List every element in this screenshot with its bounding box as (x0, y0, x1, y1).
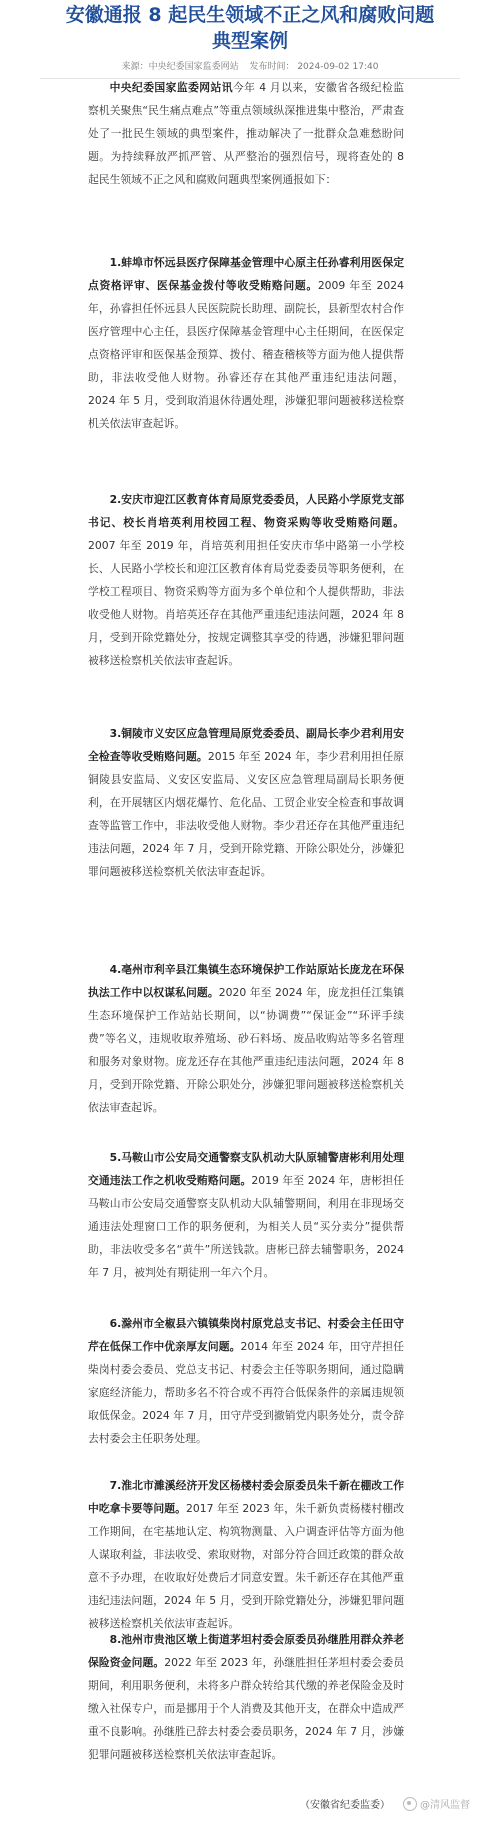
case-heading: 2.安庆市迎江区教育体育局原党委委员，人民路小学原党支部书记、校长肖培英利用校园工程、物资采购等收受贿赂问题。 (88, 493, 404, 529)
case-heading: 8.池州市贵池区墩上街道茅坦村委会原委员孙继胜用群众养老保险资金问题。 (88, 1633, 404, 1669)
case-heading: 1.蚌埠市怀远县医疗保障基金管理中心原主任孙睿利用医保定点资格评审、医保基金拨付等收受贿赂问题。 (88, 256, 404, 292)
article-title (0, 0, 500, 54)
intro-lead: 中央纪委国家监委网站讯 (109, 81, 233, 94)
case-heading: 7.淮北市濉溪经济开发区杨楼村委会原委员朱千新在棚改工作中吃拿卡要等问题。 (88, 1479, 404, 1515)
case-body: 2017 年至 2023 年，朱千新负责杨楼村棚改工作期间，在宅基地认定、构筑物测量、入户调查评估等方面为他人谋取利益，非法收受、索取财物，对部分符合回迁政策的群众故意不予办理，在收取好处费后才同意安置。朱千新还存在其他严重违纪违法问题，2024 年 5 月，受到开除党籍处分，涉嫌犯罪问题被移送检察机关依法审查起诉。 (88, 1502, 405, 1630)
case-body: 2007 年至 2019 年，肖培英利用担任安庆市华中路第一小学校长、人民路小学校长和迎江区教育体育局党委委员等职务便利，在学校工程项目、物资采购等方面为多个单位和个人提供帮助，非法收受他人财物。肖培英还存在其他严重违纪违法问题，2024 年 8 月，受到开除党籍处分，按规定调整其享受的待遇，涉嫌犯罪问题被移送检察机关依法审查起诉。 (88, 539, 404, 667)
article-publish-time: 发布时间： 2024-09-02 17:40 (249, 62, 379, 72)
title-line-1: 安徽通报 8 起民生领域不正之风和腐败问题 (65, 4, 435, 26)
case-heading: 6.滁州市全椒县六镇镇柴岗村原党总支书记、村委会主任田守芹在低保工作中优亲厚友问题。 (88, 1317, 404, 1353)
title-line-2: 典型案例 (211, 30, 288, 52)
case-item (88, 1312, 404, 1450)
case-heading: 3.铜陵市义安区应急管理局原党委委员、副局长李少君利用安全检查等收受贿赂问题。 (88, 727, 404, 763)
case-body: 2019 年至 2024 年，唐彬担任马鞍山市公安局交通警察支队机动大队辅警期间，利用在非现场交通违法处理窗口工作的职务便利，为相关人员“买分卖分”提供帮助，非法收受多名“黄牛”所送钱款。唐彬已辞去辅警职务，2024 年 7 月，被判处有期徒刑一年六个月。 (88, 1174, 404, 1279)
case-body: 2022 年至 2023 年，孙继胜担任茅坦村委会委员期间，利用职务便利，未将多户群众转给其代缴的养老保险金及时缴入社保专户，而是挪用于个人消费及其他开支，在群众中造成严重不良影响。孙继胜已辞去村委会委员职务，2024 年 7 月，涉嫌犯罪问题被移送检察机关依法审查起诉。 (88, 1656, 405, 1761)
article-source: 来源：中央纪委国家监委网站 (121, 62, 239, 72)
watermark-text: @清风监督 (420, 1800, 470, 1811)
case-body: 2015 年至 2024 年，李少君利用担任原铜陵县安监局、义安区安监局、义安区应急管理局副局长职务便利，在开展辖区内烟花爆竹、危化品、工贸企业安全检查和事故调查等监管工作中，非法收受他人财物。李少君还存在其他严重违纪违法问题，2024 年 7 月，受到开除党籍、开除公职处分，涉嫌犯罪问题被移送检察机关依法审查起诉。 (88, 750, 405, 878)
case-item (88, 1474, 404, 1635)
case-item (88, 1146, 404, 1284)
case-body: 2009 年至 2024 年，孙睿担任怀远县人民医院院长助理、副院长，县新型农村合作医疗管理中心主任，县医疗保障基金管理中心主任期间，在医保定点资格评审和医保基金预算、拨付、稽查稽核等方面为他人提供帮助，非法收受他人财物。孙睿还存在其他严重违纪违法问题，2024 年 5 月，受到取消退休待遇处理，涉嫌犯罪问题被移送检察机关依法审查起诉。 (88, 279, 404, 430)
footer-source-note: （安徽省纪委监委） (300, 1800, 390, 1811)
article-meta (0, 60, 500, 74)
intro-paragraph-block (88, 76, 404, 191)
case-heading: 4.亳州市利辛县江集镇生态环境保护工作站原站长庞龙在环保执法工作中以权谋私问题。 (88, 963, 404, 999)
case-item (88, 722, 404, 883)
case-body: 2020 年至 2024 年，庞龙担任江集镇生态环境保护工作站站长期间，以“协调费”“保证金”“环评手续费”等名义，违规收取养殖场、砂石料场、废品收购站等多名管理和服务对象财物。庞龙还存在其他严重违纪违法问题，2024 年 8 月，受到开除党籍、开除公职处分，涉嫌犯罪问题被移送检察机关依法审查起诉。 (88, 986, 405, 1114)
case-heading: 5.马鞍山市公安局交通警察支队机动大队原辅警唐彬利用处理交通违法工作之机收受贿赂问题。 (88, 1151, 404, 1187)
case-item (88, 958, 404, 1119)
weibo-icon (403, 1797, 417, 1811)
intro-paragraph (88, 76, 404, 191)
case-item (88, 1628, 404, 1766)
watermark (403, 1796, 470, 1811)
case-item (88, 488, 404, 672)
intro-text: 今年 4 月以来，安徽省各级纪检监察机关聚焦“民生痛点难点”等重点领域纵深推进集中整治，严肃查处了一批民生领域的典型案件，推动解决了一批群众急难愁盼问题。为持续释放严抓严管、从严整治的强烈信号，现将查处的 8 起民生领域不正之风和腐败问题典型案例通报如下： (88, 81, 405, 186)
case-item (88, 251, 404, 435)
case-body: 2014 年至 2024 年，田守芹担任柴岗村委会委员、党总支书记、村委会主任等职务期间，通过隐瞒家庭经济能力，帮助多名不符合或不再符合低保条件的亲属违规领取低保金。2024 年 7 月，田守芹受到撤销党内职务处分，责令辞去村委会主任职务处理。 (88, 1340, 405, 1445)
